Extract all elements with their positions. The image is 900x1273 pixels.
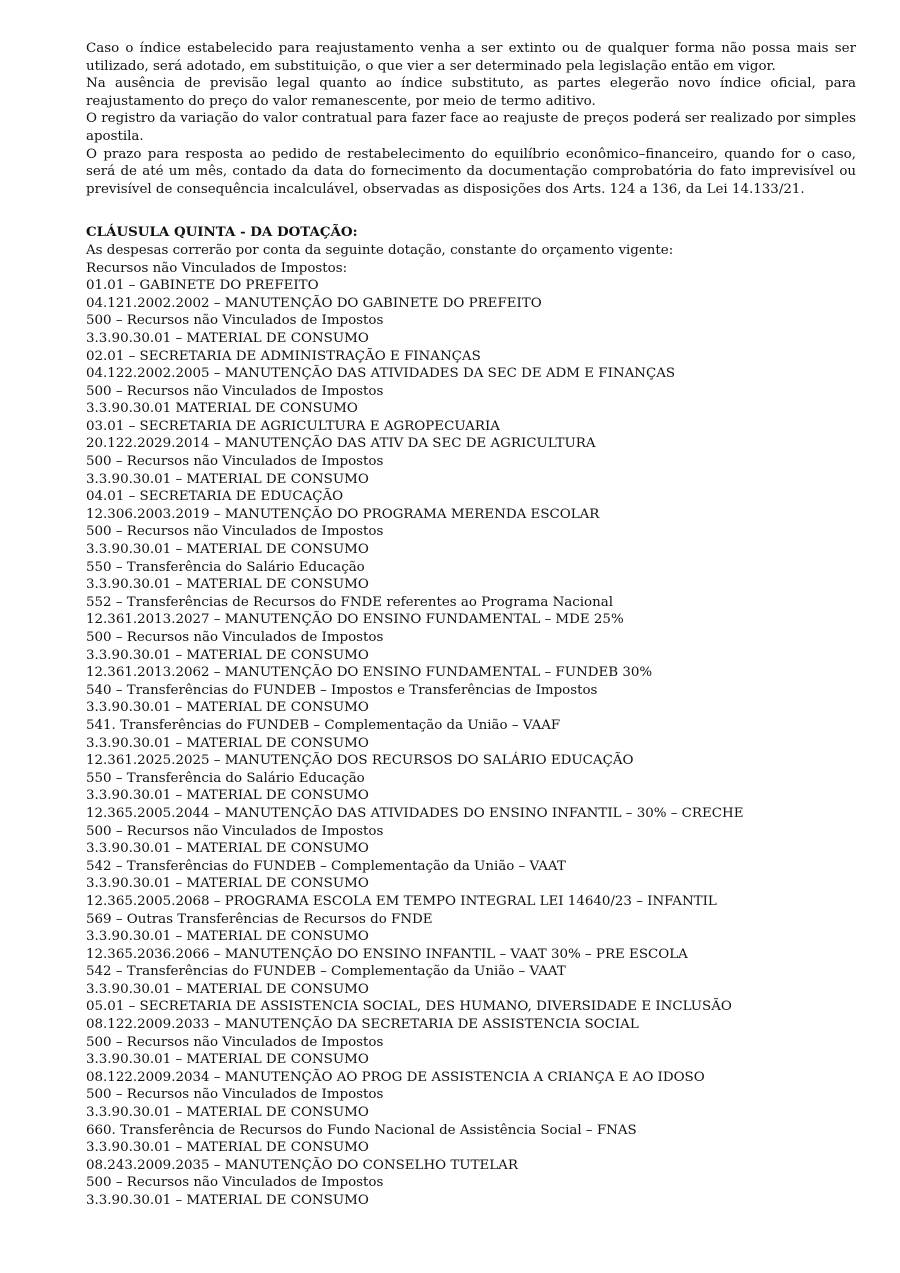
dotacao-line: 01.01 – GABINETE DO PREFEITO (86, 278, 319, 294)
dotacao-line: 660. Transferência de Recursos do Fundo Nacional de Assistência Social – FNAS (86, 1122, 637, 1138)
dotacao-line: 05.01 – SECRETARIA DE ASSISTENCIA SOCIAL, DES HUMANO, DIVERSIDADE E INCLUSÃO (86, 999, 732, 1015)
dotacao-line: 3.3.90.30.01 – MATERIAL DE CONSUMO (86, 841, 369, 857)
dotacao-line: 04.01 – SECRETARIA DE EDUCAÇÃO (86, 489, 344, 505)
dotacao-line: 12.365.2036.2066 – MANUTENÇÃO DO ENSINO INFANTIL – VAAT 30% – PRE ESCOLA (86, 946, 688, 962)
dotacao-line: 500 – Recursos não Vinculados de Impostos (86, 313, 384, 329)
dotacao-line: 02.01 – SECRETARIA DE ADMINISTRAÇÃO E FINANÇAS (86, 348, 481, 364)
dotacao-line: 04.122.2002.2005 – MANUTENÇÃO DAS ATIVIDADES DA SEC DE ADM E FINANÇAS (86, 366, 676, 382)
dotacao-line: 3.3.90.30.01 – MATERIAL DE CONSUMO (86, 700, 369, 716)
dotacao-line: Recursos não Vinculados de Impostos: (86, 260, 348, 276)
dotacao-line: 500 – Recursos não Vinculados de Impostos (86, 1175, 384, 1191)
dotacao-line: 3.3.90.30.01 – MATERIAL DE CONSUMO (86, 1052, 369, 1068)
dotacao-line: 20.122.2029.2014 – MANUTENÇÃO DAS ATIV DA SEC DE AGRICULTURA (86, 436, 596, 452)
dotacao-line: 3.3.90.30.01 – MATERIAL DE CONSUMO (86, 1140, 369, 1156)
dotacao-line: 04.121.2002.2002 – MANUTENÇÃO DO GABINETE DO PREFEITO (86, 295, 542, 311)
dotacao-line: 500 – Recursos não Vinculados de Impostos (86, 630, 384, 645)
dotacao-line: 3.3.90.30.01 – MATERIAL DE CONSUMO (86, 471, 369, 487)
dotacao-line: 12.365.2005.2044 – MANUTENÇÃO DAS ATIVIDADES DO ENSINO INFANTIL – 30% – CRECHE (86, 805, 744, 821)
paragraph-indice-extinto: Caso o índice estabelecido para reajustamento venha a ser extinto ou de qualquer forma não possa mais ser utilizado, será adotado, em substituição, o que vier a ser determinado pela legislação então em vigor. (86, 41, 856, 74)
dotacao-line: 3.3.90.30.01 MATERIAL DE CONSUMO (86, 401, 358, 417)
dotacao-line: 12.361.2013.2062 – MANUTENÇÃO DO ENSINO FUNDAMENTAL – FUNDEB 30% (86, 665, 653, 681)
dotacao-line: As despesas correrão por conta da seguinte dotação, constante do orçamento vigente: (86, 242, 674, 258)
dotacao-line: 500 – Recursos não Vinculados de Impostos (86, 1034, 384, 1050)
dotacao-line: 3.3.90.30.01 – MATERIAL DE CONSUMO (86, 1193, 369, 1208)
dotacao-line: 3.3.90.30.01 – MATERIAL DE CONSUMO (86, 876, 369, 892)
dotacao-line: 541. Transferências do FUNDEB – Complementação da União – VAAF (86, 717, 561, 733)
dotacao-line: 3.3.90.30.01 – MATERIAL DE CONSUMO (86, 542, 369, 558)
dotacao-line: 3.3.90.30.01 – MATERIAL DE CONSUMO (86, 1105, 369, 1121)
dotacao-line: 500 – Recursos não Vinculados de Impostos (86, 823, 384, 839)
dotacao-line: 550 – Transferência do Salário Educação (86, 559, 365, 575)
dotacao-line: 500 – Recursos não Vinculados de Impostos (86, 524, 384, 540)
dotacao-line: 3.3.90.30.01 – MATERIAL DE CONSUMO (86, 981, 369, 997)
dotacao-line: 08.122.2009.2033 – MANUTENÇÃO DA SECRETARIA DE ASSISTENCIA SOCIAL (86, 1017, 639, 1033)
dotacao-line: 12.306.2003.2019 – MANUTENÇÃO DO PROGRAMA MERENDA ESCOLAR (86, 506, 600, 522)
dotacao-line: 03.01 – SECRETARIA DE AGRICULTURA E AGROPECUARIA (86, 418, 500, 434)
dotacao-line: 12.361.2013.2027 – MANUTENÇÃO DO ENSINO FUNDAMENTAL – MDE 25% (86, 612, 624, 628)
paragraph-registro-variacao: O registro da variação do valor contratual para fazer face ao reajuste de preços poderá ser realizado por simples apostila. (86, 111, 856, 144)
dotacao-line: 569 – Outras Transferências de Recursos do FNDE (86, 911, 433, 927)
dotacao-list (86, 242, 856, 1210)
dotacao-line: 3.3.90.30.01 – MATERIAL DE CONSUMO (86, 330, 369, 346)
dotacao-line: 3.3.90.30.01 – MATERIAL DE CONSUMO (86, 929, 369, 945)
clause-heading: CLÁUSULA QUINTA - DA DOTAÇÃO: (86, 224, 358, 241)
paragraph-indice-substituto: Na ausência de previsão legal quanto ao índice substituto, as partes elegerão novo índice oficial, para reajustamento do preço do valor remanescente, por meio de termo aditivo. (86, 76, 856, 109)
dotacao-line: 3.3.90.30.01 – MATERIAL DE CONSUMO (86, 735, 369, 751)
dotacao-line: 500 – Recursos não Vinculados de Impostos (86, 1087, 384, 1103)
dotacao-line: 08.122.2009.2034 – MANUTENÇÃO AO PROG DE ASSISTENCIA A CRIANÇA E AO IDOSO (86, 1069, 705, 1085)
dotacao-line: 12.365.2005.2068 – PROGRAMA ESCOLA EM TEMPO INTEGRAL LEI 14640/23 – INFANTIL (86, 893, 717, 909)
dotacao-line: 550 – Transferência do Salário Educação (86, 770, 365, 786)
document-page (86, 40, 856, 1210)
dotacao-line: 3.3.90.30.01 – MATERIAL DE CONSUMO (86, 788, 369, 804)
dotacao-line: 3.3.90.30.01 – MATERIAL DE CONSUMO (86, 647, 369, 663)
dotacao-line: 500 – Recursos não Vinculados de Impostos (86, 383, 384, 399)
dotacao-line: 12.361.2025.2025 – MANUTENÇÃO DOS RECURSOS DO SALÁRIO EDUCAÇÃO (86, 753, 634, 769)
reajuste-section (86, 40, 856, 198)
paragraph-prazo-resposta: O prazo para resposta ao pedido de restabelecimento do equilíbrio econômico–financeiro, quando for o caso, será de até um mês, contado da data do fornecimento da documentação comprobatória do fato imprevisível ou previsível de consequência incalculável, observadas as disposições dos Arts. 124 a 136, da Lei 14.133/21. (86, 146, 856, 197)
dotacao-line: 552 – Transferências de Recursos do FNDE referentes ao Programa Nacional (86, 594, 614, 610)
dotacao-line: 542 – Transferências do FUNDEB – Complementação da União – VAAT (86, 964, 566, 980)
dotacao-line: 3.3.90.30.01 – MATERIAL DE CONSUMO (86, 577, 369, 593)
dotacao-line: 500 – Recursos não Vinculados de Impostos (86, 454, 384, 470)
dotacao-line: 540 – Transferências do FUNDEB – Impostos e Transferências de Impostos (86, 682, 598, 698)
dotacao-line: 08.243.2009.2035 – MANUTENÇÃO DO CONSELHO TUTELAR (86, 1157, 518, 1173)
dotacao-line: 542 – Transferências do FUNDEB – Complementação da União – VAAT (86, 858, 566, 874)
